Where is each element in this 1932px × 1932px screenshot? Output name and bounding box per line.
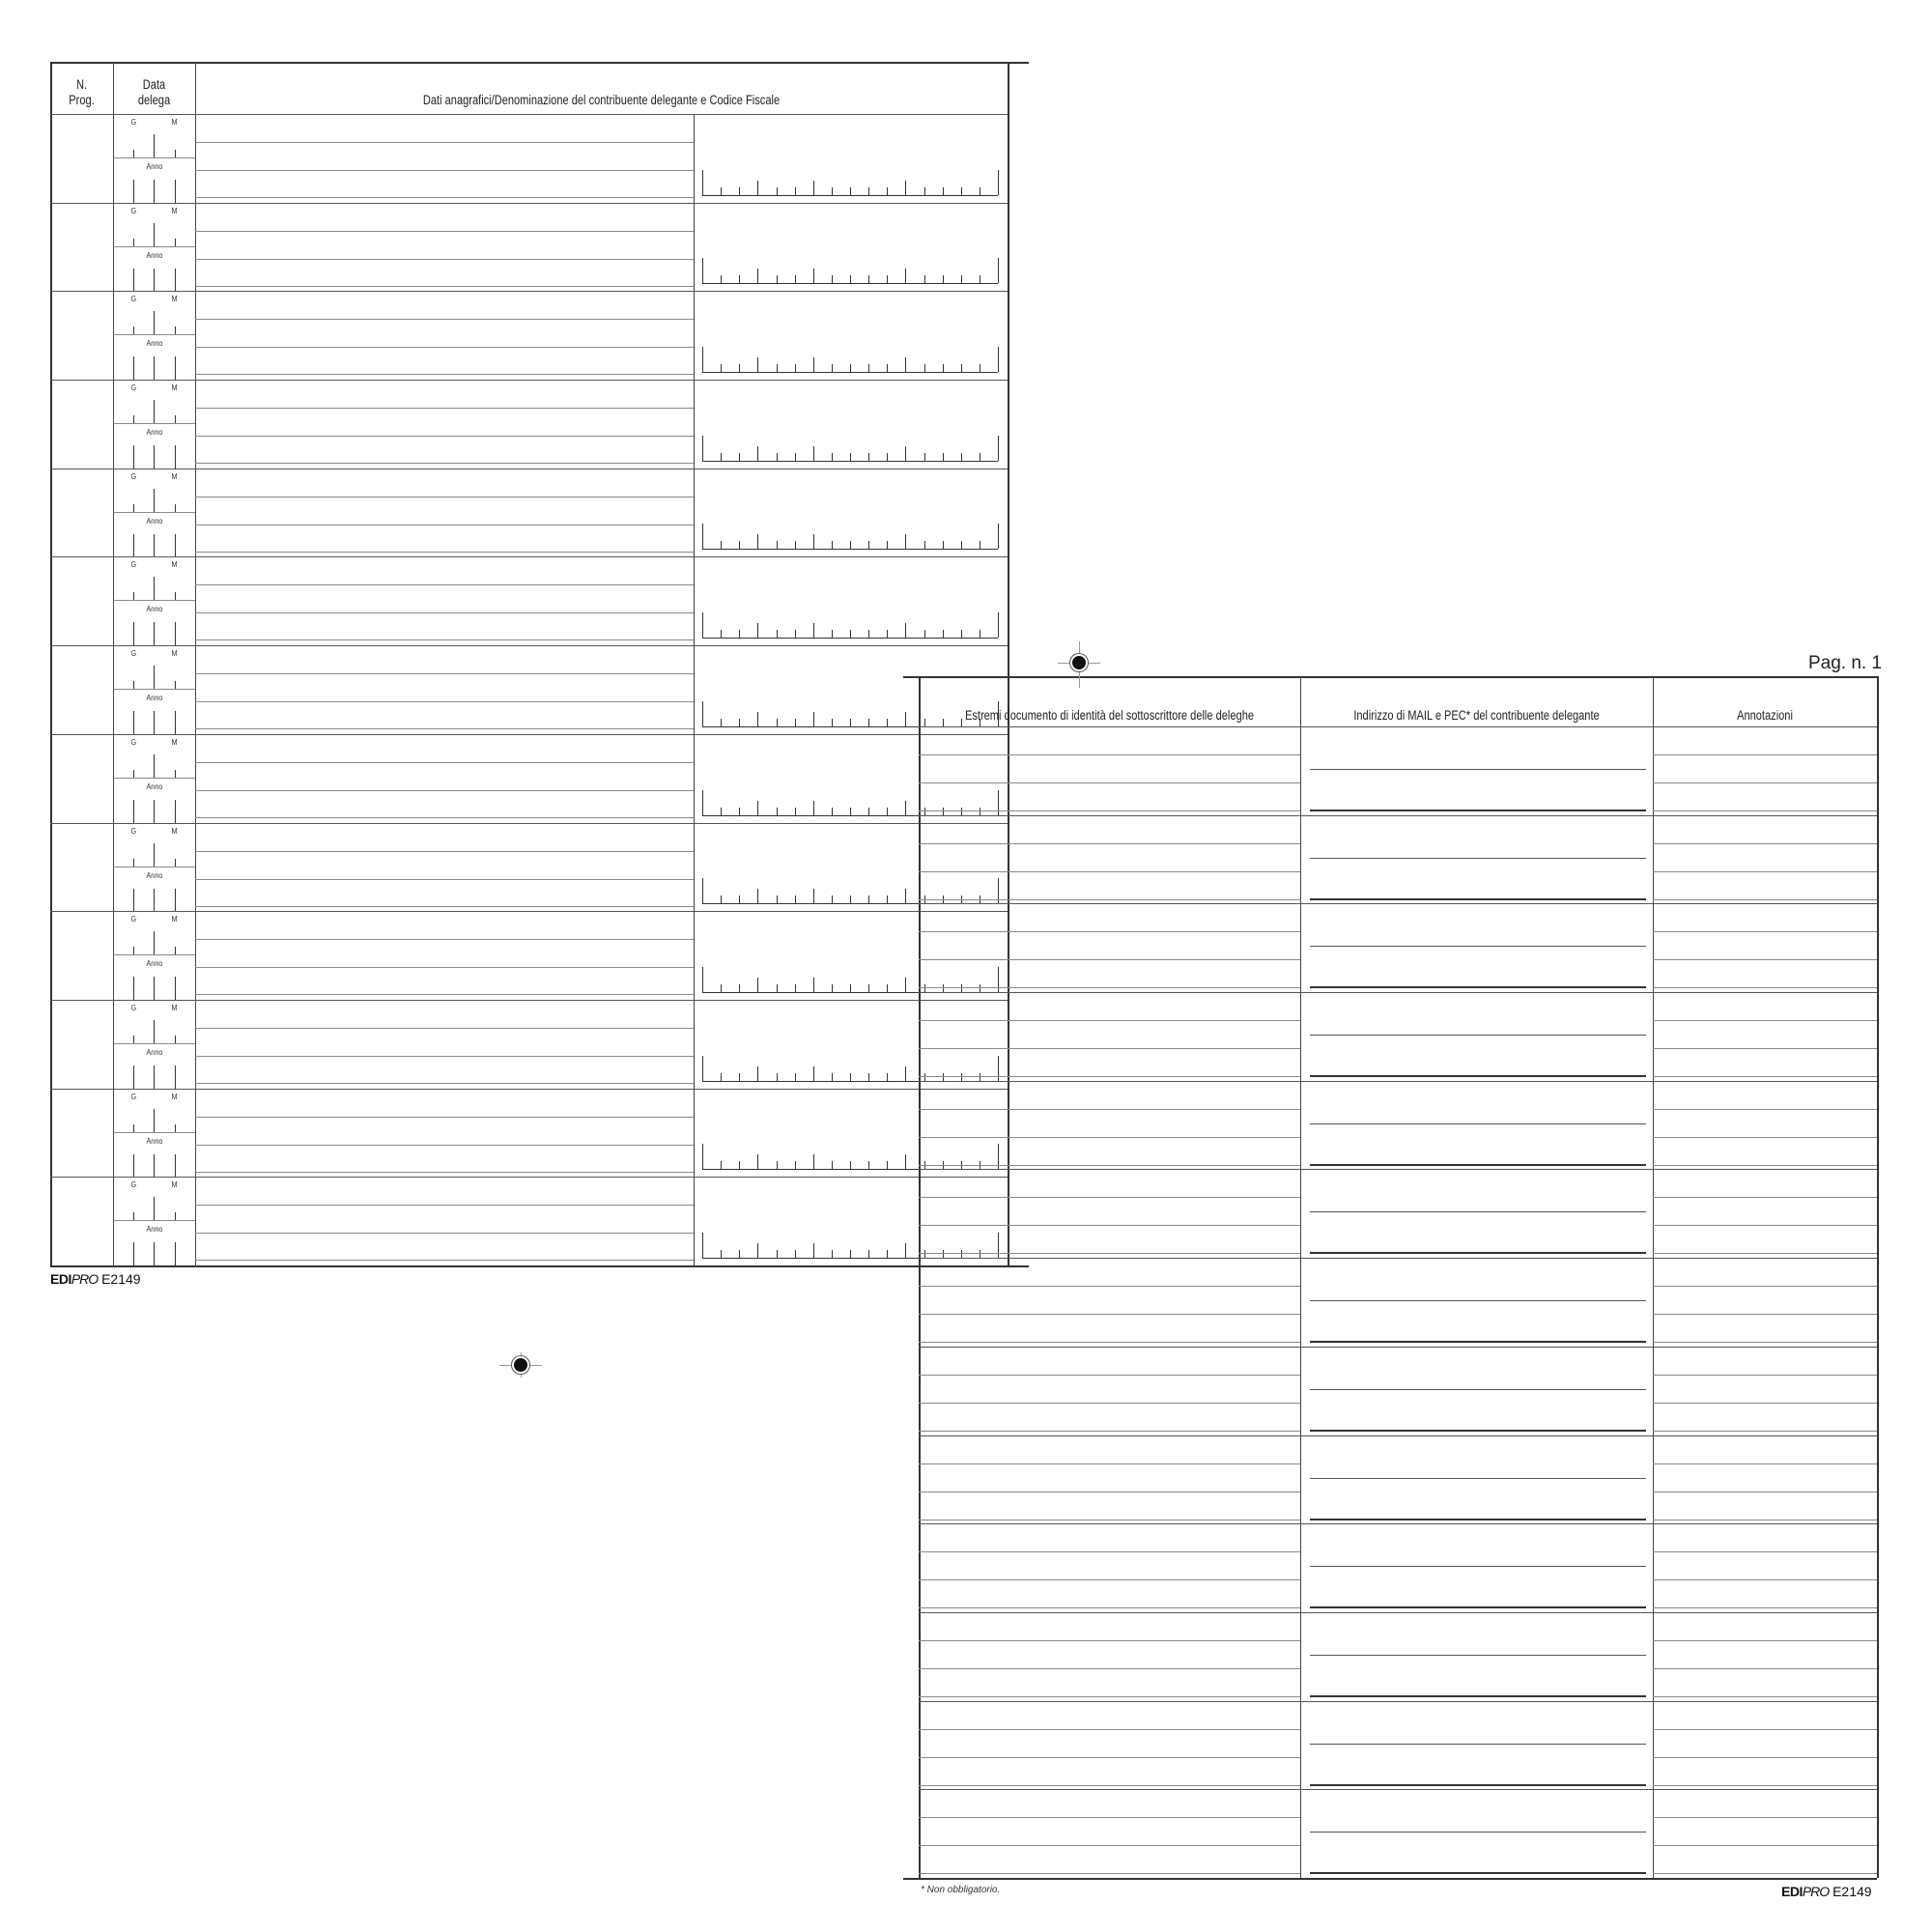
right-header-bottom bbox=[919, 726, 1877, 727]
year-label: Anno bbox=[146, 249, 163, 260]
delegation-date-field[interactable] bbox=[115, 293, 194, 378]
pec-field[interactable] bbox=[1310, 1568, 1646, 1605]
header-id-document: Estremi documento di identità del sottoscrittore delle deleghe bbox=[964, 708, 1255, 723]
notes-field[interactable] bbox=[1655, 905, 1875, 990]
prog-number-field[interactable] bbox=[52, 736, 112, 821]
brand-edi: EDI bbox=[50, 1271, 71, 1287]
taxpayer-name-field[interactable] bbox=[197, 913, 692, 998]
row-divider bbox=[919, 903, 1877, 904]
row-divider bbox=[919, 1789, 1877, 1790]
prog-number-field[interactable] bbox=[52, 558, 112, 643]
month-label: M bbox=[171, 470, 178, 481]
row-divider bbox=[919, 1612, 1877, 1613]
prog-number-field[interactable] bbox=[52, 1002, 112, 1087]
pec-field[interactable] bbox=[1310, 1125, 1646, 1162]
row-divider bbox=[50, 823, 1008, 824]
taxpayer-name-field[interactable] bbox=[197, 647, 692, 732]
id-document-field[interactable] bbox=[921, 1260, 1298, 1345]
pec-field[interactable] bbox=[1310, 1833, 1646, 1870]
email-field[interactable] bbox=[1310, 1527, 1646, 1564]
codice-fiscale-field[interactable] bbox=[697, 558, 1005, 643]
taxpayer-name-field[interactable] bbox=[197, 825, 692, 910]
left-table-top-border bbox=[50, 62, 1029, 64]
email-field[interactable] bbox=[1310, 1793, 1646, 1830]
month-label: M bbox=[171, 1002, 178, 1012]
email-field[interactable] bbox=[1310, 1705, 1646, 1742]
row-divider bbox=[919, 1169, 1877, 1170]
brand-edi: EDI bbox=[1781, 1884, 1803, 1899]
brand-pro: PRO bbox=[1802, 1884, 1830, 1899]
delegation-date-field[interactable] bbox=[115, 382, 194, 467]
month-label: M bbox=[171, 914, 178, 924]
taxpayer-name-field[interactable] bbox=[197, 736, 692, 821]
day-label: G bbox=[130, 1179, 137, 1190]
header-notes: Annotazioni bbox=[1737, 708, 1793, 723]
year-label: Anno bbox=[146, 427, 163, 438]
day-label: G bbox=[130, 117, 137, 127]
id-document-field[interactable] bbox=[921, 1791, 1298, 1876]
delegation-date-field[interactable] bbox=[115, 116, 194, 201]
id-document-field[interactable] bbox=[921, 1614, 1298, 1699]
codice-fiscale-field[interactable] bbox=[697, 382, 1005, 467]
month-label: M bbox=[171, 1091, 178, 1101]
taxpayer-name-field[interactable] bbox=[197, 470, 692, 555]
pec-field[interactable] bbox=[1310, 771, 1646, 808]
row-divider bbox=[919, 1081, 1877, 1082]
delegation-date-field[interactable] bbox=[115, 1179, 194, 1264]
id-document-field[interactable] bbox=[921, 1171, 1298, 1256]
col-divider-date bbox=[195, 62, 196, 1265]
form-code: E2149 bbox=[1833, 1884, 1872, 1899]
right-table-right-border bbox=[1877, 676, 1879, 1878]
notes-field[interactable] bbox=[1655, 1525, 1875, 1610]
taxpayer-name-field[interactable] bbox=[197, 558, 692, 643]
id-document-field[interactable] bbox=[921, 1083, 1298, 1168]
delegation-date-field[interactable] bbox=[115, 647, 194, 732]
id-document-field[interactable] bbox=[921, 994, 1298, 1079]
taxpayer-name-field[interactable] bbox=[197, 1179, 692, 1264]
email-field[interactable] bbox=[1310, 1262, 1646, 1298]
year-label: Anno bbox=[146, 161, 163, 171]
year-label: Anno bbox=[146, 1224, 163, 1235]
codice-fiscale-field[interactable] bbox=[697, 293, 1005, 378]
notes-field[interactable] bbox=[1655, 994, 1875, 1079]
id-document-field[interactable] bbox=[921, 1349, 1298, 1434]
month-label: M bbox=[171, 1179, 178, 1190]
row-divider bbox=[919, 992, 1877, 993]
year-label: Anno bbox=[146, 869, 163, 880]
prog-number-field[interactable] bbox=[52, 382, 112, 467]
delegation-date-field[interactable] bbox=[115, 736, 194, 821]
page-number: Pag. n. 1 bbox=[1808, 653, 1883, 673]
day-label: G bbox=[130, 470, 137, 481]
month-label: M bbox=[171, 648, 178, 659]
pec-field[interactable] bbox=[1310, 1391, 1646, 1428]
pec-field[interactable] bbox=[1310, 1480, 1646, 1517]
id-document-field[interactable] bbox=[921, 1703, 1298, 1788]
prog-number-field[interactable] bbox=[52, 913, 112, 998]
left-header-bottom bbox=[50, 114, 1008, 115]
header-prog: N. Prog. bbox=[69, 77, 95, 107]
id-document-field[interactable] bbox=[921, 1437, 1298, 1522]
left-table-bottom-border bbox=[50, 1265, 1029, 1267]
year-label: Anno bbox=[146, 1046, 163, 1057]
year-label: Anno bbox=[146, 781, 163, 791]
pec-field[interactable] bbox=[1310, 860, 1646, 896]
email-field[interactable] bbox=[1310, 1439, 1646, 1476]
email-field[interactable] bbox=[1310, 819, 1646, 856]
taxpayer-name-field[interactable] bbox=[197, 382, 692, 467]
row-divider bbox=[919, 1347, 1877, 1348]
day-label: G bbox=[130, 1002, 137, 1012]
day-label: G bbox=[130, 825, 137, 836]
notes-field[interactable] bbox=[1655, 1614, 1875, 1699]
brand-footer-right bbox=[1781, 1884, 1872, 1899]
crosshair-target-icon bbox=[1070, 654, 1088, 671]
delegation-date-field[interactable] bbox=[115, 205, 194, 290]
row-divider bbox=[919, 1701, 1877, 1702]
day-label: G bbox=[130, 1091, 137, 1101]
row-divider bbox=[919, 1435, 1877, 1436]
notes-field[interactable] bbox=[1655, 1083, 1875, 1168]
header-date: Data delega bbox=[137, 77, 171, 107]
codice-fiscale-field[interactable] bbox=[697, 205, 1005, 290]
row-divider bbox=[919, 1258, 1877, 1259]
day-label: G bbox=[130, 559, 137, 570]
prog-number-field[interactable] bbox=[52, 647, 112, 732]
delegation-date-field[interactable] bbox=[115, 1091, 194, 1176]
prog-number-field[interactable] bbox=[52, 470, 112, 555]
pec-field[interactable] bbox=[1310, 1746, 1646, 1782]
row-divider bbox=[50, 1177, 1008, 1178]
brand-pro: PRO bbox=[71, 1271, 99, 1287]
notes-field[interactable] bbox=[1655, 1171, 1875, 1256]
row-divider bbox=[50, 911, 1008, 912]
year-label: Anno bbox=[146, 693, 163, 703]
col-divider-prog bbox=[113, 62, 114, 1265]
header-email-pec: Indirizzo di MAIL e PEC* del contribuente delegante bbox=[1353, 708, 1600, 723]
email-field[interactable] bbox=[1310, 996, 1646, 1033]
id-document-field[interactable] bbox=[921, 728, 1298, 813]
month-label: M bbox=[171, 825, 178, 836]
prog-number-field[interactable] bbox=[52, 825, 112, 910]
taxpayer-name-field[interactable] bbox=[197, 205, 692, 290]
prog-number-field[interactable] bbox=[52, 205, 112, 290]
row-divider bbox=[50, 291, 1008, 292]
col-divider-email bbox=[1300, 676, 1301, 1878]
brand-footer-left bbox=[50, 1271, 141, 1287]
day-label: G bbox=[130, 914, 137, 924]
year-label: Anno bbox=[146, 1135, 163, 1146]
taxpayer-name-field[interactable] bbox=[197, 1002, 692, 1087]
email-field[interactable] bbox=[1310, 1350, 1646, 1387]
prog-number-field[interactable] bbox=[52, 1091, 112, 1176]
crosshair-target-icon bbox=[512, 1356, 529, 1374]
taxpayer-name-field[interactable] bbox=[197, 1091, 692, 1176]
month-label: M bbox=[171, 294, 178, 304]
delegation-date-field[interactable] bbox=[115, 1002, 194, 1087]
notes-field[interactable] bbox=[1655, 728, 1875, 813]
row-divider bbox=[50, 1000, 1008, 1001]
pec-field[interactable] bbox=[1310, 948, 1646, 984]
notes-field[interactable] bbox=[1655, 1260, 1875, 1345]
month-label: M bbox=[171, 559, 178, 570]
footnote-optional: * Non obbligatorio. bbox=[921, 1885, 1001, 1895]
year-label: Anno bbox=[146, 604, 163, 614]
notes-field[interactable] bbox=[1655, 1437, 1875, 1522]
pec-field[interactable] bbox=[1310, 1213, 1646, 1250]
pec-field[interactable] bbox=[1310, 1657, 1646, 1693]
row-divider bbox=[50, 203, 1008, 204]
prog-number-field[interactable] bbox=[52, 293, 112, 378]
notes-field[interactable] bbox=[1655, 1703, 1875, 1788]
taxpayer-name-field[interactable] bbox=[197, 116, 692, 201]
pec-field[interactable] bbox=[1310, 1037, 1646, 1073]
email-field[interactable] bbox=[1310, 907, 1646, 944]
day-label: G bbox=[130, 383, 137, 393]
notes-field[interactable] bbox=[1655, 1349, 1875, 1434]
notes-field[interactable] bbox=[1655, 1791, 1875, 1876]
year-label: Anno bbox=[146, 958, 163, 969]
day-label: G bbox=[130, 294, 137, 304]
id-document-field[interactable] bbox=[921, 905, 1298, 990]
header-registry: Dati anagrafici/Denominazione del contribuente delegante e Codice Fiscale bbox=[422, 93, 781, 107]
day-label: G bbox=[130, 648, 137, 659]
row-divider bbox=[50, 734, 1008, 735]
right-table-top-border bbox=[903, 676, 1877, 678]
delegation-date-field[interactable] bbox=[115, 825, 194, 910]
year-label: Anno bbox=[146, 338, 163, 349]
email-field[interactable] bbox=[1310, 730, 1646, 767]
id-document-field[interactable] bbox=[921, 817, 1298, 902]
codice-fiscale-field[interactable] bbox=[697, 116, 1005, 201]
pec-field[interactable] bbox=[1310, 1302, 1646, 1339]
row-divider bbox=[50, 380, 1008, 381]
prog-number-field[interactable] bbox=[52, 116, 112, 201]
month-label: M bbox=[171, 736, 178, 747]
email-field[interactable] bbox=[1310, 1085, 1646, 1122]
row-divider bbox=[50, 645, 1008, 646]
right-table-bottom-border bbox=[903, 1878, 1877, 1880]
row-divider bbox=[50, 1089, 1008, 1090]
day-label: G bbox=[130, 205, 137, 215]
notes-field[interactable] bbox=[1655, 817, 1875, 902]
delegation-date-field[interactable] bbox=[115, 470, 194, 555]
taxpayer-name-field[interactable] bbox=[197, 293, 692, 378]
prog-number-field[interactable] bbox=[52, 1179, 112, 1264]
row-divider bbox=[919, 1523, 1877, 1524]
email-field[interactable] bbox=[1310, 1616, 1646, 1653]
email-field[interactable] bbox=[1310, 1173, 1646, 1209]
year-label: Anno bbox=[146, 515, 163, 526]
row-divider bbox=[919, 815, 1877, 816]
delegation-date-field[interactable] bbox=[115, 558, 194, 643]
delegation-date-field[interactable] bbox=[115, 913, 194, 998]
day-label: G bbox=[130, 736, 137, 747]
month-label: M bbox=[171, 205, 178, 215]
id-document-field[interactable] bbox=[921, 1525, 1298, 1610]
col-divider-notes bbox=[1653, 676, 1654, 1878]
month-label: M bbox=[171, 117, 178, 127]
form-code: E2149 bbox=[101, 1271, 141, 1287]
month-label: M bbox=[171, 383, 178, 393]
codice-fiscale-field[interactable] bbox=[697, 470, 1005, 555]
row-divider bbox=[50, 556, 1008, 557]
